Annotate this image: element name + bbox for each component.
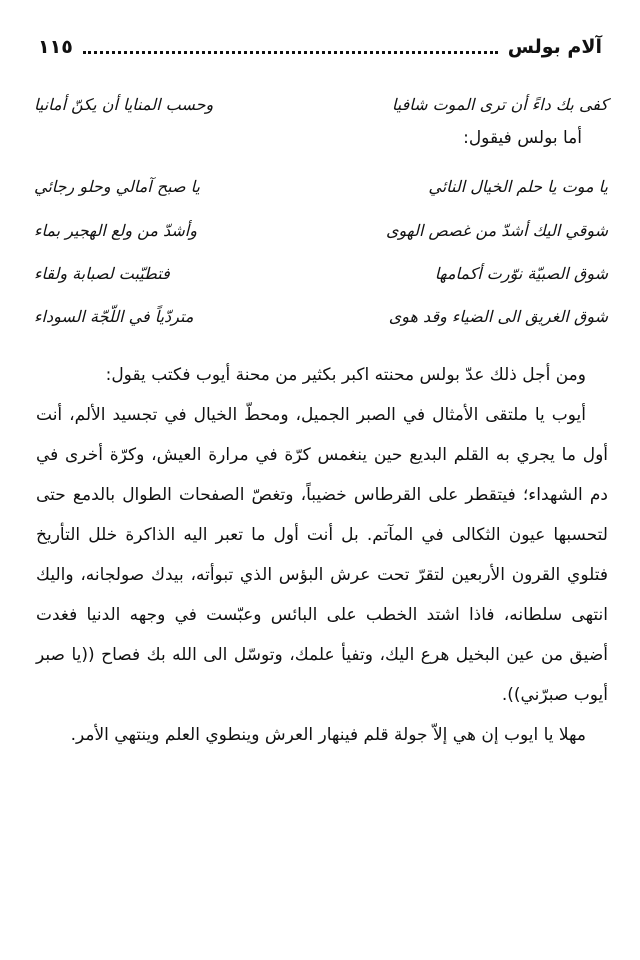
paragraph: مهلا يا ايوب إن هي إلاّ جولة قلم فينهار العرش وينطوي العلم وينتهي الأمر. [70,725,586,745]
verse-line [34,166,608,206]
paragraph: ومن أجل ذلك عدّ بولس محنته اكبر بكثير من محنة أيوب فكتب يقول: [105,365,586,385]
paragraph: أيوب يا ملتقى الأمثال في الصبر الجميل، ومحطّ الخيال في تجسيد الألم، أنت أول ما يجري به القلم البديع حين ينغمس كرّة في مرارة العيش، وكرّة أخرى في دم الشهداء؛ فيتقطر على القرطاس خضيباً، وتغصّ الصفحات الطوال بالدمع حتى لتحسبها عيون الثكالى في المآتم. بل أنت أول ما تعبر اليه الذاكرة خلل التأريخ فتلوي القرون الأربعين لتقرّ تحت عرش البؤس الذي تبوأته، بيدك صولجانه، واليك انتهى سلطانه، فاذا اشتد الخطب على البائس وعبّست في وجهه الدنيا فغدت أضيق من عين البخيل هرع اليك، وتفيأ علمك، وتوسّل الى الله بك فصاح ((يا صبر أيوب صبرّني)). [36,405,608,705]
verse-first-hemistich: شوق الغريق الى الضياء وقد هوى [388,306,608,326]
verse-line [34,253,608,293]
verse-line [34,296,608,336]
verse-first-hemistich: يا موت يا حلم الخيال النائي [428,176,608,196]
header-dot-leader [83,51,498,54]
intro-line: أما بولس فيقول: [463,128,582,148]
verse-second-hemistich: متردّياً في اللّجّة السوداء [34,306,194,326]
verse-second-hemistich: فتطيّبت لصبابة ولقاء [34,263,170,283]
verse-second-hemistich: وأشدّ من ولع الهجير بماء [34,220,197,240]
verse-second-hemistich: يا صبح آمالي وحلو رجائي [34,176,200,196]
body-text [36,355,608,755]
verse-first-hemistich: كفى بك داءً أن ترى الموت شافيا [391,94,608,114]
verse-second-hemistich: وحسب المنايا أن يكنّ أمانيا [34,94,214,114]
verse-line [34,84,608,124]
verse-first-hemistich: شوق الصبيّة نوّرت أكمامها [434,263,608,283]
running-header [38,30,602,64]
verse-line [34,210,608,250]
book-title: آلام بولس [507,36,602,58]
verse-first-hemistich: شوقي اليك أشدّ من غصص الهوى [385,220,608,240]
page-number: ١١٥ [38,36,73,58]
